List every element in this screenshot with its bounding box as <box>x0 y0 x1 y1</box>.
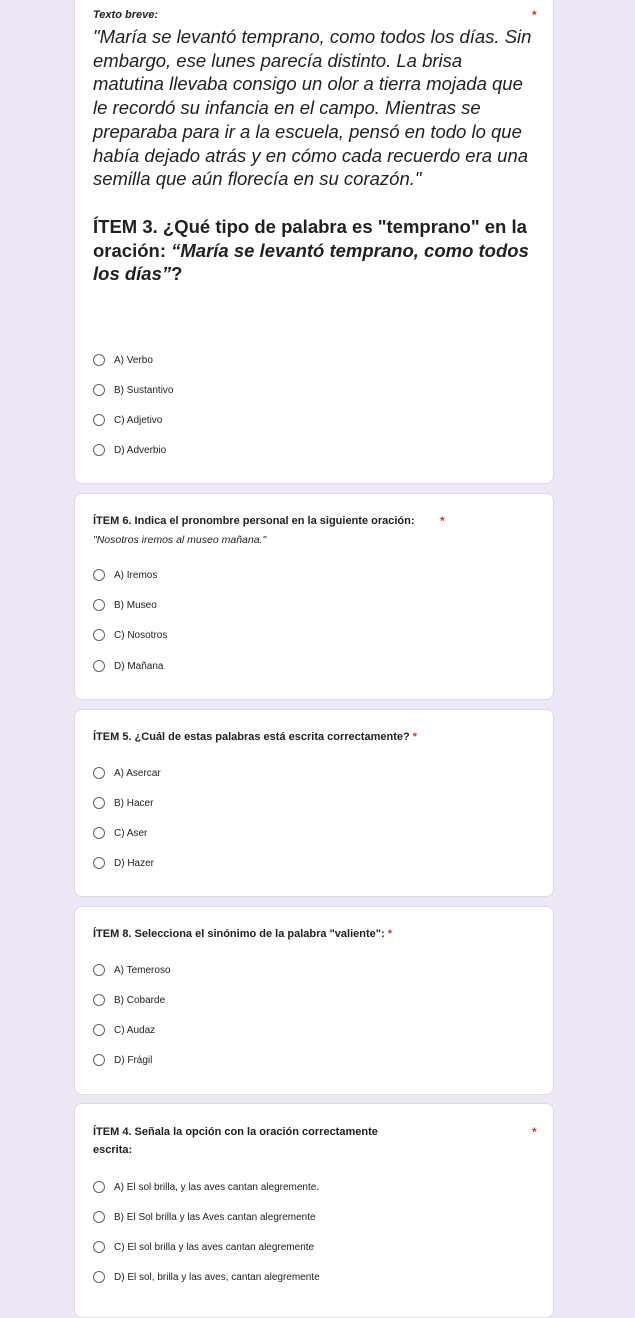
option-label: A) Asercar <box>114 767 161 779</box>
radio-button[interactable] <box>93 414 105 426</box>
option-label: C) Aser <box>114 827 148 839</box>
option-d[interactable] <box>93 853 154 873</box>
radio-button[interactable] <box>93 1054 105 1066</box>
option-d[interactable] <box>93 1050 152 1070</box>
option-b[interactable] <box>93 793 153 813</box>
option-a[interactable] <box>93 763 161 783</box>
radio-button[interactable] <box>93 994 105 1006</box>
option-a[interactable] <box>93 960 171 980</box>
option-b[interactable] <box>93 380 173 400</box>
option-b[interactable] <box>93 595 157 615</box>
question-title: ÍTEM 6. Indica el pronombre personal en la siguiente oración: <box>93 515 415 527</box>
option-c[interactable] <box>93 823 147 843</box>
option-d[interactable] <box>93 440 166 460</box>
option-b[interactable] <box>93 990 165 1010</box>
radio-button[interactable] <box>93 857 105 869</box>
question-card-item-4 <box>74 1103 554 1318</box>
option-d[interactable] <box>93 656 163 676</box>
radio-button[interactable] <box>93 1271 105 1283</box>
radio-button[interactable] <box>93 569 105 581</box>
required-mark: * <box>440 514 445 528</box>
radio-button[interactable] <box>93 354 105 366</box>
radio-button[interactable] <box>93 1241 105 1253</box>
radio-button[interactable] <box>93 660 105 672</box>
question-card-item-5 <box>74 709 554 897</box>
question-subtitle: "Nosotros iremos al museo mañana." <box>93 534 267 546</box>
option-label: B) Hacer <box>114 797 154 809</box>
option-a[interactable] <box>93 1177 319 1197</box>
option-b[interactable] <box>93 1207 316 1227</box>
radio-button[interactable] <box>93 964 105 976</box>
question-title-line-1: ÍTEM 4. Señala la opción con la oración correctamente <box>93 1126 378 1138</box>
radio-button[interactable] <box>93 1181 105 1193</box>
option-c[interactable] <box>93 1020 155 1040</box>
option-c[interactable] <box>93 1237 314 1257</box>
short-text-label: Texto breve: <box>93 9 159 21</box>
option-d[interactable] <box>93 1267 320 1287</box>
radio-button[interactable] <box>93 1211 105 1223</box>
option-label: B) El Sol brilla y las Aves cantan alegremente <box>114 1211 316 1223</box>
option-label: D) Mañana <box>114 660 164 672</box>
option-a[interactable] <box>93 350 153 370</box>
option-label: C) El sol brilla y las aves cantan alegremente <box>114 1241 315 1253</box>
radio-button[interactable] <box>93 1024 105 1036</box>
question-title: ÍTEM 5. ¿Cuál de estas palabras está escrita correctamente? * <box>93 731 418 743</box>
question-title-line-2: escrita: <box>93 1144 133 1156</box>
option-label: D) El sol, brilla y las aves, cantan alegremente <box>114 1271 320 1283</box>
option-c[interactable] <box>93 410 162 430</box>
option-label: B) Sustantivo <box>114 384 174 396</box>
option-label: B) Museo <box>114 599 157 611</box>
required-mark: * <box>412 731 418 743</box>
required-mark: * <box>532 8 537 22</box>
radio-button[interactable] <box>93 797 105 809</box>
radio-button[interactable] <box>93 599 105 611</box>
radio-button[interactable] <box>93 384 105 396</box>
required-mark: * <box>387 928 392 940</box>
option-label: D) Hazer <box>114 857 155 869</box>
radio-button[interactable] <box>93 767 105 779</box>
question-title: ÍTEM 8. Selecciona el sinónimo de la palabra "valiente": * <box>93 928 392 940</box>
option-label: A) Verbo <box>114 354 153 366</box>
option-a[interactable] <box>93 565 157 585</box>
question-title: ÍTEM 3. ¿Qué tipo de palabra es "temprano" en la oración: “María se levantó temprano, como todos los días”? <box>93 216 529 285</box>
option-label: D) Adverbio <box>114 444 167 456</box>
radio-button[interactable] <box>93 444 105 456</box>
option-label: A) Temeroso <box>114 964 171 976</box>
question-card-item-6 <box>74 493 554 700</box>
radio-button[interactable] <box>93 827 105 839</box>
option-label: D) Frágil <box>114 1054 153 1066</box>
option-label: A) El sol brilla, y las aves cantan alegremente. <box>114 1181 320 1193</box>
option-label: B) Cobarde <box>114 994 166 1006</box>
question-card-item-8 <box>74 906 554 1095</box>
required-mark: * <box>532 1125 537 1139</box>
radio-button[interactable] <box>93 629 105 641</box>
option-label: C) Adjetivo <box>114 414 163 426</box>
option-label: C) Nosotros <box>114 629 168 641</box>
question-card-item-3 <box>74 0 554 484</box>
reading-passage: "María se levantó temprano, como todos los días. Sin embargo, ese lunes parecía distinto. La brisa matutina llevaba consigo un olor a tierra mojada que le recordó su infancia en el campo. Mientras se preparaba para ir a la escuela, pensó en todo lo que había dejado atrás y en cómo cada recuerdo era una semilla que aún florecía en su corazón." <box>93 26 532 190</box>
option-label: C) Audaz <box>114 1024 156 1036</box>
option-c[interactable] <box>93 625 167 645</box>
option-label: A) Iremos <box>114 569 158 581</box>
